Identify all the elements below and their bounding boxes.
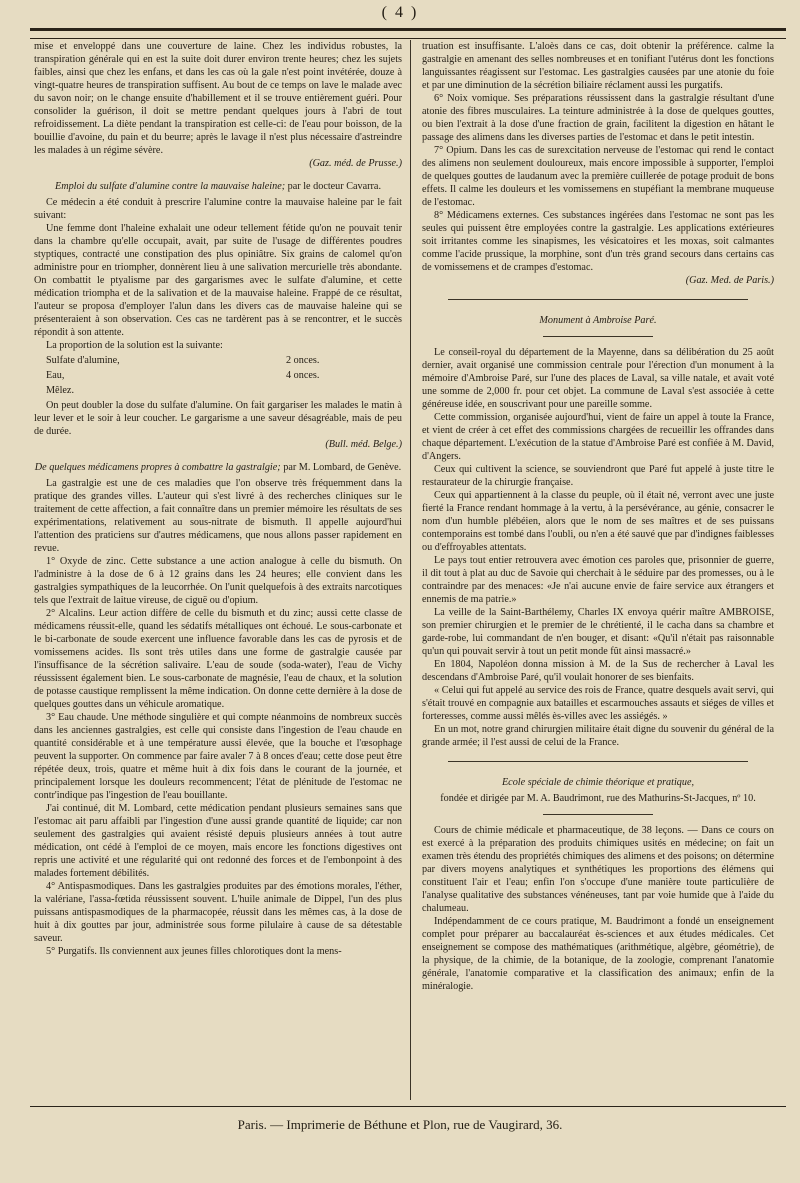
paragraph: Cette commission, organisée aujourd'hui, vient de faire un appel à toute la France, et vient de créer à cet effet des commissions chargées de recueillir les offrandes dans chaque département. L'exécution de la statue d'Ambroise Paré est confiée à M. David, d'Angers. [422,412,774,462]
paragraph: La proportion de la solution est la suivante: [46,340,223,351]
paragraph: mise et enveloppé dans une couverture de laine. Chez les individus robustes, la transpiration générale qui en est la suite doit durer environ trente heures; chez les sujets faibles, ainsi que chez les enfans, et dans les cas où la gale n'est point invétérée, douze à vingt-quatre heures de transpiration suffisent. Au bout de ce temps on lave le malade avec du savon noir; on le change ensuite d'habillement et il se trouve entièrement guéri. Pour consolider la guérison, il doit se mettre pendant quelques jours à l'abri de tout refroidissement. La diète pendant la transpiration est celle-ci: de l'eau pour boisson, de la bouillie d'avoine, du pain et du beurre; après le lavage il n'est plus nécessaire d'astreindre les malades à un régime sévère. [34,41,402,156]
footer-rule [30,1106,786,1107]
paragraph: 4° Antispasmodiques. Dans les gastralgies produites par des émotions morales, l'éther, la valériane, l'assa-fœtida réussissent souvent. L'huile animale de Dippel, l'un des plus puissans antispasmodiques de la pharmacopée, réussit dans les mêmes cas, à la dose de huit à dix gouttes par jour, administrée sous forme pilulaire à cause de sa détestable saveur. [34,881,402,944]
paragraph: La veille de la Saint-Barthélemy, Charles IX envoya quérir maître AMBROISE, son premier chirurgien et le premier de le chrétienté, il le cacha dans sa chambre et garde-robe, lui commandant de n'en bouger, et disant: «Qu'il n'était pas raisonnable qu'un qui pouvait servir à tout un petit monde fût ainsi massacré.» [422,607,774,657]
paragraph: J'ai continué, dit M. Lombard, cette médication pendant plusieurs semaines sans que l'estomac ait paru affaibli par l'ingestion d'une aussi grande quantité de liquide; car non seulement des gastralgies qui avaient résisté depuis plusieurs années à tout autre médication, ont cédé à l'emploi de ce moyen, mais encore les fonctions digestives ont repris une activité et une régularité qui ont redonné des forces et de l'embonpoint à des malades fortement débilités. [34,803,402,879]
paragraph: « Celui qui fut appelé au service des rois de France, quatre desquels avait servi, qui s'était trouvé en compagnie aux batailles et escarmouches assauts et siéges de villes et forteresses, comme aussi mêlés ès-villes avec les assiégés. » [422,685,774,722]
left-column [34,40,402,1098]
paragraph: En un mot, notre grand chirurgien militaire était digne du souvenir du général de la grande armée; il l'est aussi de celui de la France. [422,724,774,748]
recipe-line: Eau, 4 onces. [46,370,320,381]
paragraph: Ceux qui appartiennent à la classe du peuple, où il était né, verront avec une juste fierté la France rendant hommage à la vertu, à la persévérance, au génie, consacrer le nom d'un humble plébéien, alors que le nom de ses maîtres et de ses puissans contemporains est tombé dans l'oubli, ou n'en a été sauvé que par d'indignes faiblesses ou d'effroyables attentats. [422,490,774,553]
article-title: Emploi du sulfate d'alumine contre la mauvaise haleine; par le docteur Cavarra. [54,181,382,192]
right-column [422,40,774,1085]
imprint-footer: Paris. — Imprimerie de Béthune et Plon, rue de Vaugirard, 36. [237,1117,563,1132]
paragraph: 6° Noix vomique. Ses préparations réussissent dans la gastralgie résultant d'une atonie des fibres musculaires. La teinture administrée à la dose de quelques gouttes, ou bien l'extrait à la dose d'une fraction de grain, facilitent la digestion en hâtant le passage des alimens dans les diverses parties de l'estomac et dans le petit intestin. [422,93,774,143]
page-number: ( 4 ) [381,4,419,21]
paragraph: Le conseil-royal du département de la Mayenne, dans sa délibération du 25 août dernier, avait organisé une commission centrale pour l'érection d'un monument à la mémoire d'Ambroise Paré, sur l'une des places de Laval, sa ville natale, et avait voté une somme de 2,000 fr. pour cet objet. La commune de Laval s'est associée à cette généreuse idée, en souscrivant pour une pareille somme. [422,347,774,410]
article-title: De quelques médicamens propres à combattre la gastralgie; par M. Lombard, de Genève. [34,462,402,473]
paragraph: truation est insuffisante. L'aloès dans ce cas, doit obtenir la préférence. calme la gastralgie en amenant des selles nombreuses et en tonifiant l'utérus dont les fonctions languissantes réagissent sur l'estomac. Les gastralgies causées par une atonie du foie et par une diminution de la sécrétion biliaire réclament aussi les purgatifs. [422,41,774,91]
paragraph: Ceux qui cultivent la science, se souviendront que Paré fut appelé à juste titre le restaurateur de la chirurgie française. [422,464,774,488]
source-citation: (Gaz. méd. de Prusse.) [309,158,402,169]
paragraph: La gastralgie est une de ces maladies que l'on observe très fréquemment dans la pratique des grandes villes. L'auteur qui s'est livré à des recherches cliniques sur le traitement de cette affection, a fait connaître dans un premier mémoire les résultats de ses expérimentations, relativement au sous-nitrate de bismuth. Il appelle aujourd'hui l'attention des praticiens sur d'autres médicamens, que nous allons passer rapidement en revue. [34,478,402,554]
recipe-line: Mêlez. [46,385,75,396]
paragraph: Une femme dont l'haleine exhalait une odeur tellement fétide qu'on ne pouvait tenir dans la chambre qu'elle occupait, avait, par suite de l'usage de différentes poudres styptiques, contracté une constipation des plus opiniâtre. Six grains de calomel qu'on administre pour en triompher, donnèrent lieu à une salivation mercurielle très abondante. On combattit le ptyalisme par des gargarismes avec le sulfate d'alumine, et cette médication triompha et de la salivation et de la mauvaise haleine. Frappé de ce résultat, l'auteur se proposa d'employer l'alun dans les divers cas de mauvaise haleine qui se présenteraient à son observation. Ces cas ne tardèrent pas à se rencontrer, et le succès répondit à son attente. [34,223,402,338]
paragraph: 7° Opium. Dans les cas de surexcitation nerveuse de l'estomac qui rend le contact des alimens non seulement douloureux, mais encore impossible à supporter, l'emploi de quelques gouttes de laudanum avec la première cuillerée de potage produit de bons effets. Il calme les douleurs et les vomissemens en stupéfiant la membrane muqueuse de l'estomac. [422,145,774,208]
paragraph: En 1804, Napoléon donna mission à M. de la Sus de rechercher à Laval les descendans d'Ambroise Paré, qu'il voulait honorer de ses bienfaits. [422,659,774,683]
article-title: Ecole spéciale de chimie théorique et pratique, [501,777,695,788]
paragraph: Ce médecin a été conduit à prescrire l'alumine contre la mauvaise haleine par le fait suivant: [34,197,402,221]
paragraph: 2° Alcalins. Leur action diffère de celle du bismuth et du zinc; aussi cette classe de médicamens réussit-elle, quand les sédatifs métalliques ont échoué. Le sous-carbonate et le bi-carbonate de soude exercent une influence favorable dans les cas de pyrosis et de vomissemens acides. Ils sont très utiles dans une forme de gastralgie causée par l'insuffisance de la sécrétion salivaire. L'eau de soude (soda-water), l'eau de Vichy réussissent également bien. Le sous-carbonate de magnésie, l'eau de chaux, et la solution de potasse caustique remplissent la même indication. On donne cette dernière à la dose de quelques gouttes dans un véhicule aromatique. [34,608,402,710]
header-rule [30,28,786,39]
paragraph: Le pays tout entier retrouvera avec émotion ces paroles que, prisonnier de guerre, il dit tout à plat au duc de Savoie qui cherchait à le séduire par des promesses, ou à le contraindre par des menaces: «Je n'ai aucune envie de faire service aux étrangers et ennemis de ma patrie.» [422,555,774,605]
section-separator [448,761,748,762]
paragraph: 3° Eau chaude. Une méthode singulière et qui compte néanmoins de nombreux succès dans les anciennes gastralgies, est celle qui consiste dans l'ingestion de l'eau chaude en quantité considérable et à une température aussi élevée, que la bouche et l'œsophage peuvent la supporter. On commence par faire avaler 7 à 8 onces d'eau; cette dose peut être répétée deux, trois, quatre et même huit à dix fois dans le courant de la journée, et principalement lorsque les douleurs recommencent; l'état de plénitude de l'estomac ne contr'indique pas l'ingestion de l'eau bouillante. [34,712,402,801]
column-divider [410,40,411,1100]
source-citation: (Bull. méd. Belge.) [325,439,402,450]
paragraph: On peut doubler la dose du sulfate d'alumine. On fait gargariser les malades le matin à leur lever et le soir à leur coucher. Le gargarisme a une saveur désagréable, mais de peu de durée. [34,400,402,437]
article-title: Monument à Ambroise Paré. [539,315,657,326]
paragraph: 1° Oxyde de zinc. Cette substance a une action analogue à celle du bismuth. On l'administre à la dose de 6 à 12 grains dans les 24 heures; elle convient dans les gastralgies sympathiques de la leucorrhée. On l'unit quelquefois à des extraits narcotiques tels que l'extrait de laitue vireuse, de ciguë ou d'opium. [34,556,402,606]
source-citation: (Gaz. Med. de Paris.) [685,275,774,286]
paragraph: Cours de chimie médicale et pharmaceutique, de 38 leçons. — Dans ce cours on est exercé à la préparation des produits chimiques usités en médecine; on fait un examen très étendu des propriétés chimiques des alimens et des poisons; on détermine par divers moyens analytiques et synthétiques les proportions des élémens qui constituent l'air et l'eau; enfin l'on s'occupe d'une manière toute particulière de l'analyse qualitative des substances vénéneuses, tant par voie humide que à l'aide du chalumeau. [422,825,774,914]
recipe-line: Sulfate d'alumine, 2 onces. [46,355,320,366]
title-underline [543,336,653,337]
article-subtitle: fondée et dirigée par M. A. Baudrimont, rue des Mathurins-St-Jacques, nº 10. [440,793,756,804]
title-underline [543,814,653,815]
paragraph: 5° Purgatifs. Ils conviennent aux jeunes filles chlorotiques dont la mens- [46,946,342,957]
paragraph: Indépendamment de ce cours pratique, M. Baudrimont a fondé un enseignement complet pour préparer au baccalauréat ès-sciences et aux études médicales. Cet enseignement se compose des mathématiques (arithmétique, algèbre, géométrie), de la physique, de la chimie, de la botanique, de la zoologie, comprenant l'anatomie générale, l'anatomie comparative et la classification des animaux; enfin de la minéralogie. [422,916,774,992]
section-separator [448,299,748,300]
paragraph: 8° Médicamens externes. Ces substances ingérées dans l'estomac ne sont pas les seules qui puissent être employées contre la gastralgie. Les applications extérieures soit irritantes comme les sinapismes, les vésicatoires et les moxas, soit calmantes comme l'acide prussique, la morphine, sont d'un très grand secours dans certains cas de vomissemens et de crampes d'estomac. [422,210,774,273]
